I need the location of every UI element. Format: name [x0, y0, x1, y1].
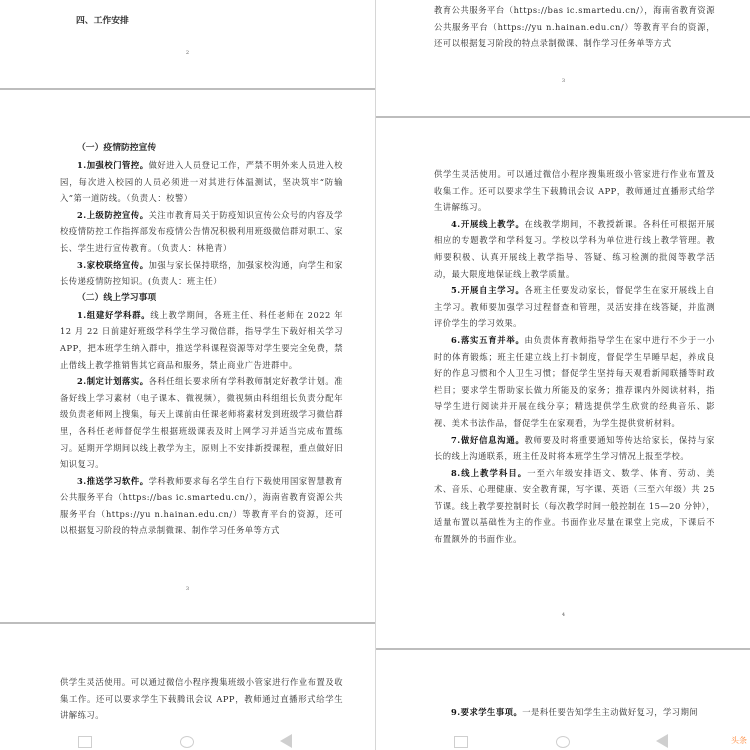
- k9-paragraph: [434, 704, 715, 721]
- k6-body: 由负责体育教师指导学生在家中进行不少于一小时的体育锻炼；班主任建立线上打卡制度，督促学生早睡早起，养成良好的作息习惯和个人卫生习惯；督促学生坚持每天观看新闻联播等时政栏目；要求学生帮助家长做力所能及的家务；推荐课内外阅读材料，指导学生进行阅读并开展在线分享；精选提供学生欣赏的经典音乐、影视、美术书法作品，督促学生在家观看，为学生提供赏析材料。: [434, 334, 715, 428]
- item-2-title: 2.上级防控宣传。: [77, 209, 149, 220]
- item-2-body: 关注市教育局关于防疫知识宣传公众号的内容及学校疫情防控工作指挥部发布疫情公告情况积极利用班级微信群对职工、家长、学生进行宣传教育。（负责人：林艳青）: [60, 209, 343, 253]
- item-1-title: 1.加强校门管控。: [77, 160, 149, 170]
- k8-title: 8.线上教学科目。: [451, 467, 528, 478]
- page-number: 4: [561, 612, 566, 618]
- j2-title: 2.制定计划落实。: [77, 376, 149, 387]
- j1-body: 线上教学期间，各班主任、科任老师在 2022 年 12 月 22 日前建好班级学科学生学习微信群，指导学生下载好相关学习 APP，把本班学生纳入群中，推送学科课程资源等对学生要完全免费，禁止借线上教学推销售其它商品和服务，禁止商业广告进群中。: [60, 309, 343, 370]
- right-document-column[interactable]: [375, 0, 750, 750]
- watermark-logo: 头条: [731, 736, 747, 745]
- item-1-body: 做好进入人员登记工作，严禁不明外来人员进入校园，每次进入校园的人员必须进一对其进行体温测试，坚决筑牢“防输入”第一道防线。（负责人：校警）: [60, 160, 343, 204]
- k4-body: 在线教学期间，不教授新课。各科任可根据开展相应的专题教学和学科复习。学校以学科为单位进行线上教学管理。教师要积极、认真开展线上教学指导、答疑、练习检测的批阅等教学活动，最大限度地保证线上教学质量。: [434, 218, 715, 279]
- continuation-paragraph: 供学生灵活使用。可以通过微信小程序搜集班级小管家进行作业布置及收集工作。还可以要求学生下载腾讯会议 APP，教师通过直播形式给学生讲解练习。: [434, 169, 715, 213]
- item-3-title: 3.家校联络宣传。: [77, 259, 149, 270]
- k8-paragraph: [434, 465, 715, 548]
- page-4: [376, 118, 750, 648]
- item-3-paragraph: [60, 257, 343, 290]
- k5-title: 5.开展自主学习。: [451, 285, 525, 296]
- sec2-title: （二）线上学习事项: [77, 292, 157, 303]
- home-icon[interactable]: [556, 736, 570, 748]
- page-number: 3: [185, 586, 190, 592]
- k9-title: 9.要求学生事项。: [451, 707, 523, 717]
- home-icon[interactable]: [180, 736, 194, 748]
- page-number: 3: [561, 78, 566, 84]
- item-2-paragraph: [60, 207, 343, 257]
- k4-title: 4.开展线上教学。: [451, 218, 525, 229]
- sec1-title: （一）疫情防控宣传: [77, 143, 157, 153]
- k5-paragraph: [434, 282, 715, 332]
- k6-paragraph: [434, 332, 715, 432]
- continuation-paragraph: 供学生灵活使用。可以通过微信小程序搜集班级小管家进行作业布置及收集工作。还可以要求学生下载腾讯会议 APP，教师通过直播形式给学生讲解练习。: [60, 677, 343, 721]
- j3-paragraph: [60, 473, 343, 539]
- page-3-fragment: [376, 0, 750, 116]
- recents-icon[interactable]: [454, 736, 468, 748]
- page-number: 2: [185, 50, 190, 56]
- page-4-fragment: [0, 624, 375, 750]
- j3-body: 学科教师要求每名学生自行下载使用国家智慧教育公共服务平台（https://bas ic.smartedu.cn/），海南省教育资源公共服务平台（https://yu n.hainan.edu.cn/）等教育平台的资源，还可以根据复习阶段的特点录制微课、制作学习任务单等方式: [60, 475, 343, 536]
- j1-title: 1.组建好学科群。: [77, 309, 151, 320]
- k7-paragraph: [434, 432, 715, 465]
- recents-icon[interactable]: [78, 736, 92, 748]
- top-paragraph: 教育公共服务平台（https://bas ic.smartedu.cn/），海南省教育资源公共服务平台（https://yu n.hainan.edu.cn/）等教育平台的资源，还可以根据复习阶段的特点录制微课、制作学习任务单等方式: [434, 5, 715, 49]
- k7-body: 教师要及时将重要通知等传达给家长，保持与家长的线上沟通联系，班主任及时将本班学生学习情况上报至学校。: [434, 434, 715, 462]
- section-heading: 四、工作安排: [76, 16, 129, 26]
- k5-body: 各班主任要发动家长，督促学生在家开展线上自主学习。教师要加强学习过程督查和管理，灵活安排在线答疑，并监测评价学生的学习效果。: [434, 285, 715, 329]
- k7-title: 7.做好信息沟通。: [451, 434, 525, 445]
- page-2-fragment: [0, 0, 375, 88]
- j1-paragraph: [60, 307, 343, 373]
- item-1-paragraph: [60, 157, 343, 207]
- j3-title: 3.推送学习软件。: [77, 475, 149, 486]
- item-3-body: 加强与家长保持联络，加强家校沟通，向学生和家长传递疫情防控知识。(负责人：班主任）: [60, 259, 343, 287]
- back-icon[interactable]: [656, 734, 668, 748]
- j2-body: 各科任组长要求所有学科教师制定好教学计划。准备好线上学习素材（电子课本、微视频），微视频由科组组长负责分配年级负责老师网上搜集，每天上课前由任课老师将素材发到班级学习微信群里，各科任老师督促学生根据班级课表及时上网学习并适当完成布置练习。延期开学期间以线上教学为主，原则上不安排新授课程，重点做好旧知识复习。: [60, 376, 343, 470]
- k9-body: 一是科任要告知学生主动做好复习，学习期间: [522, 707, 699, 717]
- back-icon[interactable]: [280, 734, 292, 748]
- k6-title: 6.落实五育并举。: [451, 334, 525, 345]
- k4-paragraph: [434, 216, 715, 282]
- j2-paragraph: [60, 373, 343, 473]
- navigation-bar: [0, 734, 375, 750]
- page-3: [0, 90, 375, 622]
- k8-body: 一至六年级安排语文、数学、体育、劳动、美术、音乐、心理健康、安全教育课，写字课、英语（三至六年级）共 25 节课。线上教学要控制时长（每次教学时间一般控制在 15—20 分钟），适量布置以基础性为主的作业。书面作业尽量在课堂上完成，下课后不布置额外的书面作业。: [434, 467, 715, 545]
- navigation-bar: [376, 734, 750, 750]
